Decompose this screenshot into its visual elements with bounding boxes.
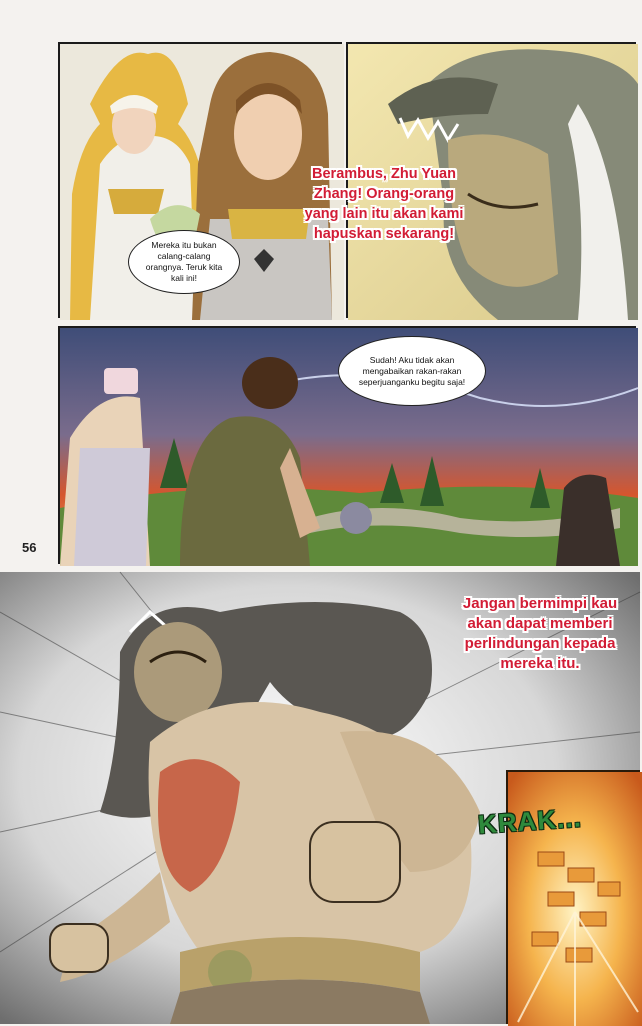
page-number: 56 xyxy=(22,540,37,555)
shout-text-brute: Berambus, Zhu Yuan Zhang! Orang-orang yang lain itu akan kami hapuskan sekarang! xyxy=(304,166,464,242)
speech-bubble-warrior xyxy=(128,230,240,294)
panel-2 xyxy=(304,42,636,318)
speech-text: Mereka itu bukan calang-calang orangnya. Teruk kita kali ini! xyxy=(145,240,223,283)
speech-text: Sudah! Aku tidak akan mengabaikan rakan-rakan seperjuanganku begitu saja! xyxy=(358,354,466,387)
panel-3 xyxy=(58,326,636,564)
sound-effect-krak: KRAK... xyxy=(477,802,583,840)
speech-bubble-hero xyxy=(338,336,486,406)
shout-text-brute-taunt: Jangan bermimpi kau akan dapat memberi perlindungan kepada mereka itu. xyxy=(462,595,618,672)
